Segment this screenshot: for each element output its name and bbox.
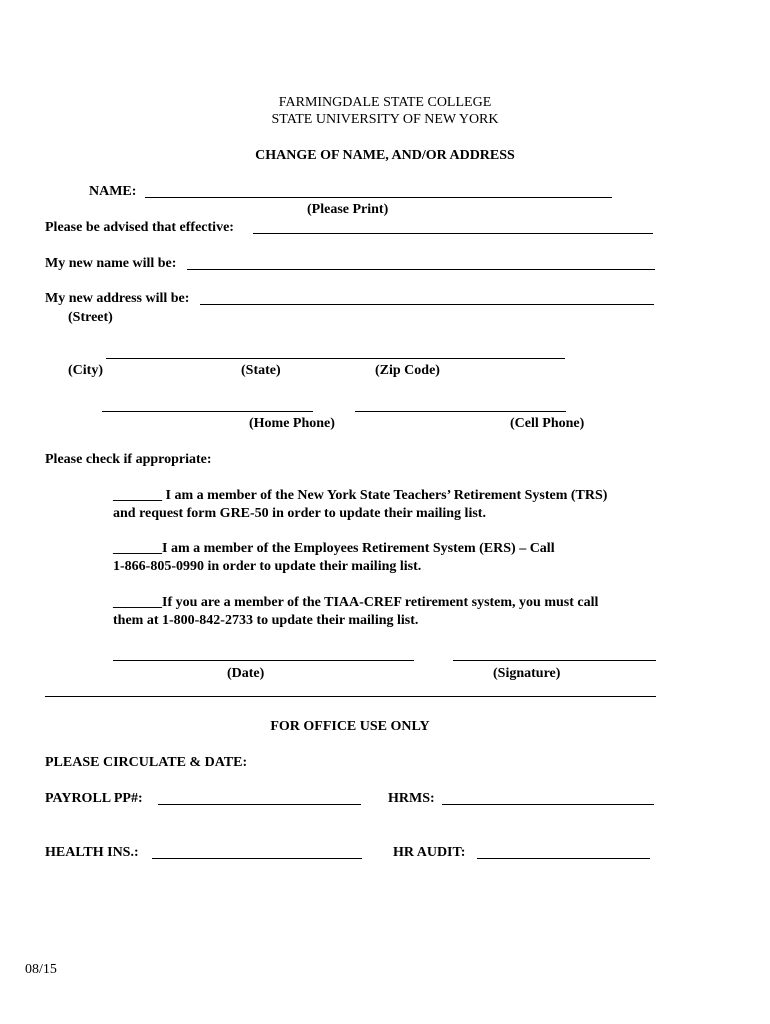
health-ins-label: HEALTH INS.:	[45, 845, 139, 860]
circulate-label: PLEASE CIRCULATE & DATE:	[45, 755, 248, 770]
form-title: CHANGE OF NAME, AND/OR ADDRESS	[255, 148, 515, 163]
cell-phone-caption: (Cell Phone)	[510, 416, 585, 431]
hrms-label: HRMS:	[388, 791, 435, 806]
name-label: NAME:	[89, 184, 137, 199]
date-caption: (Date)	[227, 666, 265, 681]
effective-line[interactable]	[253, 233, 653, 234]
tiaa-text-line1: If you are a member of the TIAA-CREF retirement system, you must call	[162, 595, 599, 610]
street-caption: (Street)	[68, 310, 113, 325]
college-name: FARMINGDALE STATE COLLEGE	[278, 95, 492, 110]
revision-date: 08/15	[25, 962, 57, 977]
signature-caption: (Signature)	[493, 666, 561, 681]
state-caption: (State)	[241, 363, 281, 378]
city-state-zip-line[interactable]	[106, 358, 565, 359]
name-line[interactable]	[145, 197, 612, 198]
trs-text-line2: and request form GRE-50 in order to update their mailing list.	[113, 506, 486, 521]
new-address-label: My new address will be:	[45, 291, 190, 306]
ers-text-line1: I am a member of the Employees Retirement System (ERS) – Call	[162, 541, 555, 556]
signature-line[interactable]	[453, 660, 656, 661]
university-name: STATE UNIVERSITY OF NEW YORK	[271, 112, 499, 127]
tiaa-option[interactable]	[113, 595, 598, 611]
section-divider	[45, 696, 656, 697]
ers-option[interactable]	[113, 541, 555, 557]
payroll-line[interactable]	[158, 804, 361, 805]
hr-audit-label: HR AUDIT:	[393, 845, 466, 860]
please-print-note: (Please Print)	[307, 202, 389, 217]
effective-label: Please be advised that effective:	[45, 220, 234, 235]
office-use-heading: FOR OFFICE USE ONLY	[270, 719, 430, 734]
hrms-line[interactable]	[442, 804, 654, 805]
date-line[interactable]	[113, 660, 414, 661]
trs-text-line1: I am a member of the New York State Teachers’ Retirement System (TRS)	[162, 488, 608, 503]
new-name-line[interactable]	[187, 269, 655, 270]
tiaa-check-blank[interactable]: _______	[113, 595, 162, 610]
trs-option[interactable]	[113, 488, 607, 504]
ers-text-line2: 1-866-805-0990 in order to update their mailing list.	[113, 559, 422, 574]
tiaa-text-line2: them at 1-800-842-2733 to update their mailing list.	[113, 613, 419, 628]
street-line[interactable]	[200, 304, 654, 305]
health-ins-line[interactable]	[152, 858, 362, 859]
trs-check-blank[interactable]: _______	[113, 488, 162, 503]
home-phone-caption: (Home Phone)	[249, 416, 335, 431]
home-phone-line[interactable]	[102, 411, 313, 412]
ers-check-blank[interactable]: _______	[113, 541, 162, 556]
check-heading: Please check if appropriate:	[45, 452, 212, 467]
hr-audit-line[interactable]	[477, 858, 650, 859]
new-name-label: My new name will be:	[45, 256, 177, 271]
payroll-label: PAYROLL PP#:	[45, 791, 143, 806]
zip-caption: (Zip Code)	[375, 363, 440, 378]
city-caption: (City)	[68, 363, 103, 378]
cell-phone-line[interactable]	[355, 411, 566, 412]
